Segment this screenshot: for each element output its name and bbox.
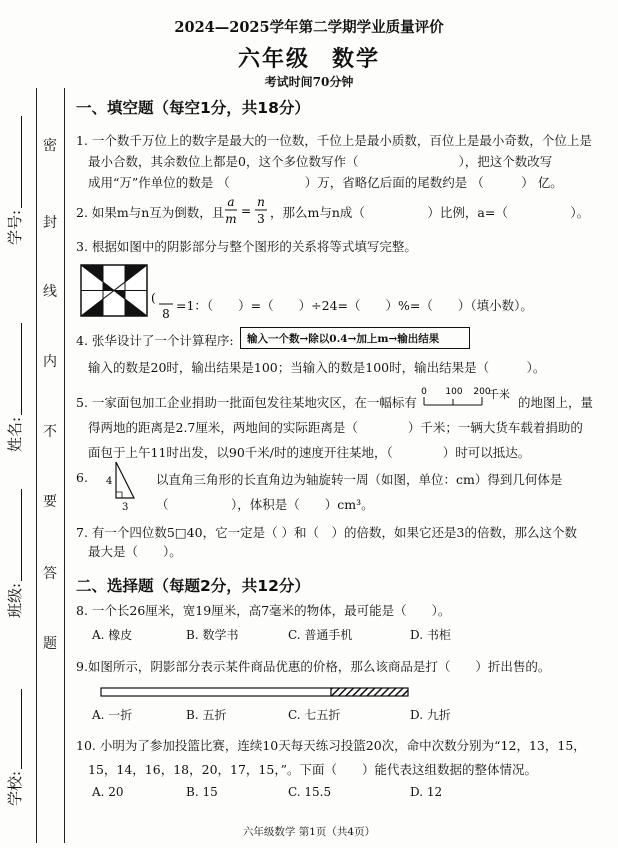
seal-char: 题 xyxy=(39,632,61,656)
q5-text-b: 的地图上，量 xyxy=(518,395,594,410)
q10-option-a[interactable]: A. 20 xyxy=(92,785,124,799)
frac-den: m xyxy=(225,212,237,226)
discount-bar xyxy=(100,686,410,698)
class-field[interactable]: 班级: xyxy=(4,489,25,618)
map-scale-bar xyxy=(420,385,512,409)
q2-text-b: ，那么m与n成（ ）比例，a=（ ）。 xyxy=(270,205,590,220)
frac-den: 3 xyxy=(257,212,265,226)
q6-text-b: （ ），体积是（ ）cm³。 xyxy=(156,497,374,512)
grade-subject xyxy=(0,42,618,73)
exam-time: 考试时间70分钟 xyxy=(264,75,354,89)
q3-text: 3. 根据如图中的阴影部分与整个图形的关系将等式填写完整。 xyxy=(76,239,417,254)
q3-equation: =1：（ ）=（ ）÷24=（ ）%=（ ）（填小数）。 xyxy=(176,298,533,313)
q5-text-c: 得两地的距离是2.7厘米，两地间的实际距离是（ ）千米；一辆大货车载着捐助的 xyxy=(88,420,583,435)
q4-text-b: 输入的数是20时，输出结果是100；当输入的数是100时，输出结果是（ ）。 xyxy=(88,360,546,375)
frac-den: 8 xyxy=(162,307,170,321)
calc-program-box: 输入一个数→除以0.4→加上m→输出结果 xyxy=(240,327,470,349)
q5-text-a: 5. 一家面包加工企业捐助一批面包发往某地灾区，在一幅标有 xyxy=(76,395,417,410)
binding-margin xyxy=(0,0,60,848)
q8-option-b[interactable]: B. 数学书 xyxy=(186,628,239,642)
scale-tick-label: 100 xyxy=(445,387,463,397)
q8-option-a[interactable]: A. 橡皮 xyxy=(92,628,133,642)
student-id-field[interactable]: 学号: xyxy=(4,116,25,245)
q2-text-a: 2. 如果m与n互为倒数，且 xyxy=(76,205,225,220)
q1-line2: 最小合数，其余数位上都是0，这个多位数写作（ ），把这个数改写 xyxy=(88,154,553,169)
school-field[interactable]: 学校: xyxy=(4,689,25,806)
binding-line xyxy=(64,88,65,843)
q6-text-a: 以直角三角形的长直角边为轴旋转一周（如图，单位：cm）得到几何体是 xyxy=(156,472,563,487)
q1-line1: 1. 一个数千万位上的数字是最大的一位数，千位上是最小质数，百位上是最小奇数，个位上是 xyxy=(76,133,592,148)
frac-num: a xyxy=(227,195,235,209)
seal-char: 密 xyxy=(39,134,61,158)
seal-char: 线 xyxy=(39,280,61,304)
triangle-side-label: 4 xyxy=(106,476,113,487)
q9-text: 9.如图所示，阴影部分表示某件商品优惠的价格，那么该商品是打（ ）折出售的。 xyxy=(76,659,551,674)
name-field[interactable]: 姓名: xyxy=(4,323,25,452)
right-triangle-figure xyxy=(100,458,150,514)
grade: 六年级 xyxy=(237,46,310,72)
q7-text-a: 7. 有一个四位数5□40，它一定是（ ）和（ ）的倍数，如果它还是3的倍数，那么这个数 xyxy=(76,525,577,540)
seal-char: 不 xyxy=(39,420,61,444)
q1-line3: 成用“万”作单位的数是 （ ）万，省略亿后面的尾数约是 （ ） 亿。 xyxy=(88,175,563,190)
seal-char: 答 xyxy=(39,562,61,586)
q8-text: 8. 一个长26厘米，宽19厘米，高7毫米的物体，最可能是（ ）。 xyxy=(76,603,451,618)
page-footer: 六年级数学 第1页（共4页） xyxy=(242,826,376,838)
q10-text-b: 15，14，16，18，20，17，15，”。下面（ ）能代表这组数据的整体情况。 xyxy=(88,762,537,777)
scale-tick-label: 200 xyxy=(473,387,491,397)
exam-title: 2024—2025学年第二学期学业质量评价 xyxy=(174,19,444,36)
q10-option-c[interactable]: C. 15.5 xyxy=(288,785,332,799)
q8-option-c[interactable]: C. 普通手机 xyxy=(288,628,353,642)
seal-char: 封 xyxy=(39,211,61,235)
scale-tick-label: 0 xyxy=(421,387,427,397)
q9-option-a[interactable]: A. 一折 xyxy=(92,708,133,722)
q3-shaded-figure xyxy=(80,264,148,317)
svg-text:(: ( xyxy=(151,291,156,305)
frac-num: n xyxy=(257,195,265,209)
scale-unit: 千米 xyxy=(488,388,510,401)
q9-option-d[interactable]: D. 九折 xyxy=(410,708,451,722)
subject: 数学 xyxy=(332,46,381,72)
q10-text-a: 10. 小明为了参加投篮比赛，连续10天每天练习投篮20次，命中次数分别为“12，13，15， xyxy=(76,738,586,753)
q4-text-a: 4. 张华设计了一个计算程序: xyxy=(76,333,234,348)
equals-sign: = xyxy=(240,204,252,218)
q10-option-d[interactable]: D. 12 xyxy=(410,785,443,799)
triangle-side-label: 3 xyxy=(122,502,129,513)
seal-char: 要 xyxy=(39,490,61,514)
section1-title: 一、填空题（每空1分，共18分） xyxy=(76,99,310,117)
q9-option-b[interactable]: B. 五折 xyxy=(186,708,227,722)
binding-line xyxy=(36,88,37,843)
q8-option-d[interactable]: D. 书柜 xyxy=(410,628,451,642)
q5-text-d: 面包于上午11时出发，以90千米/时的速度开往某地，（ ）时可以抵达。 xyxy=(88,445,531,460)
q9-option-c[interactable]: C. 七五折 xyxy=(288,708,341,722)
seal-char: 内 xyxy=(39,350,61,374)
q7-text-b: 最大是（ ）。 xyxy=(88,544,182,559)
q6-number: 6. xyxy=(76,470,88,485)
q10-option-b[interactable]: B. 15 xyxy=(186,785,218,799)
section2-title: 二、选择题（每题2分，共12分） xyxy=(76,577,310,595)
